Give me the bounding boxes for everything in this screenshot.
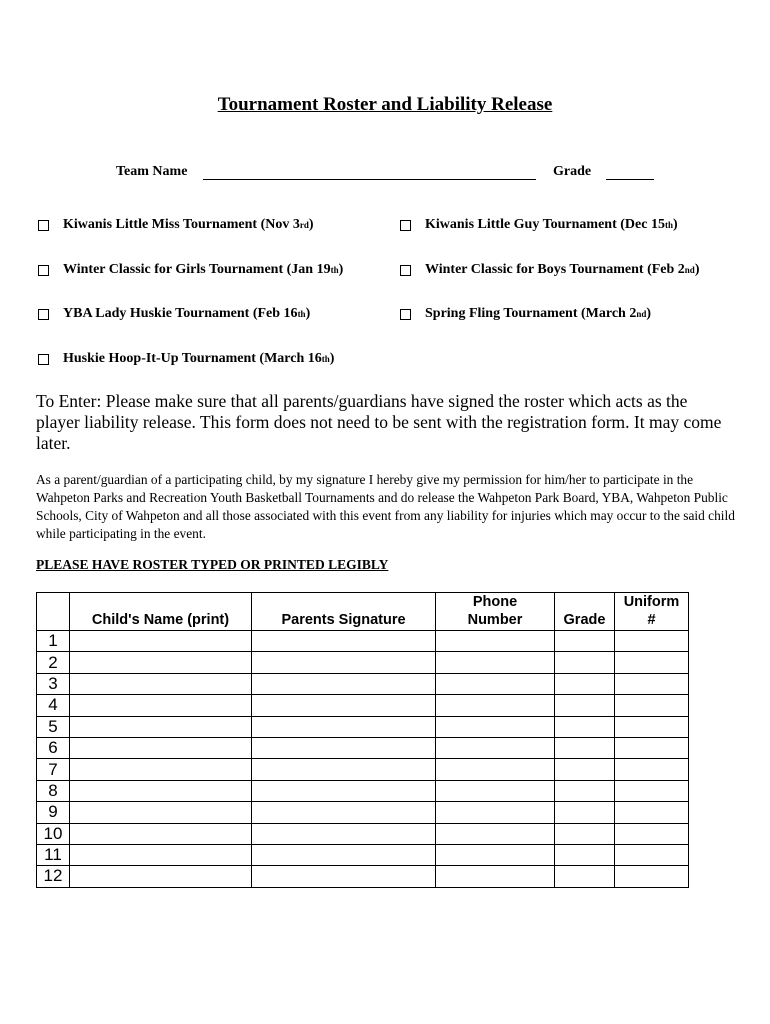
child-name-header: Child's Name (print) bbox=[70, 593, 252, 631]
parents-signature-cell[interactable] bbox=[252, 866, 436, 887]
checkbox-icon[interactable] bbox=[38, 354, 49, 365]
uniform-header: Uniform # bbox=[615, 593, 689, 631]
uniform-cell[interactable] bbox=[615, 844, 689, 865]
checkbox-icon[interactable] bbox=[400, 220, 411, 231]
tournament-option[interactable]: YBA Lady Huskie Tournament (Feb 16 th ) bbox=[38, 306, 310, 322]
phone-number-cell[interactable] bbox=[436, 737, 555, 758]
parents-signature-cell[interactable] bbox=[252, 631, 436, 652]
row-number: 3 bbox=[37, 673, 70, 694]
tournament-label: YBA Lady Huskie Tournament (Feb 16 bbox=[63, 306, 298, 321]
tournament-option[interactable]: Huskie Hoop-It-Up Tournament (March 16 th ) bbox=[38, 351, 334, 367]
child-name-cell[interactable] bbox=[70, 631, 252, 652]
uniform-cell[interactable] bbox=[615, 652, 689, 673]
grade-header: Grade bbox=[555, 593, 615, 631]
uniform-cell[interactable] bbox=[615, 780, 689, 801]
tournament-option[interactable]: Kiwanis Little Guy Tournament (Dec 15 th ) bbox=[400, 217, 678, 233]
child-name-cell[interactable] bbox=[70, 716, 252, 737]
table-row bbox=[37, 631, 689, 652]
grade-label: Grade bbox=[553, 164, 592, 179]
table-row bbox=[37, 716, 689, 737]
roster-legibility-notice: PLEASE HAVE ROSTER TYPED OR PRINTED LEGIBLY bbox=[36, 557, 389, 572]
grade-cell[interactable] bbox=[555, 759, 615, 780]
uniform-cell[interactable] bbox=[615, 823, 689, 844]
child-name-cell[interactable] bbox=[70, 823, 252, 844]
tournament-label: Spring Fling Tournament (March 2 bbox=[425, 306, 637, 321]
child-name-cell[interactable] bbox=[70, 759, 252, 780]
phone-number-cell[interactable] bbox=[436, 780, 555, 801]
grade-cell[interactable] bbox=[555, 737, 615, 758]
grade-cell[interactable] bbox=[555, 695, 615, 716]
uniform-cell[interactable] bbox=[615, 631, 689, 652]
tournament-option[interactable]: Winter Classic for Boys Tournament (Feb 2 nd ) bbox=[400, 262, 699, 278]
grade-cell[interactable] bbox=[555, 823, 615, 844]
grade-cell[interactable] bbox=[555, 631, 615, 652]
phone-number-cell[interactable] bbox=[436, 844, 555, 865]
checkbox-icon[interactable] bbox=[38, 220, 49, 231]
table-row bbox=[37, 695, 689, 716]
child-name-cell[interactable] bbox=[70, 737, 252, 758]
parents-signature-cell[interactable] bbox=[252, 823, 436, 844]
checkbox-icon[interactable] bbox=[38, 265, 49, 276]
child-name-cell[interactable] bbox=[70, 695, 252, 716]
row-number: 2 bbox=[37, 652, 70, 673]
phone-number-cell[interactable] bbox=[436, 673, 555, 694]
tournament-label: Huskie Hoop-It-Up Tournament (March 16 bbox=[63, 351, 322, 366]
tournament-label: Winter Classic for Girls Tournament (Jan 19 bbox=[63, 262, 331, 277]
grade-cell[interactable] bbox=[555, 673, 615, 694]
uniform-cell[interactable] bbox=[615, 673, 689, 694]
parents-signature-cell[interactable] bbox=[252, 802, 436, 823]
table-row bbox=[37, 652, 689, 673]
phone-number-cell[interactable] bbox=[436, 759, 555, 780]
table-row bbox=[37, 866, 689, 887]
parents-signature-cell[interactable] bbox=[252, 673, 436, 694]
liability-release-text: As a parent/guardian of a participating child, by my signature I hereby give my permission for him/her to participate in the Wahpeton Parks and Recreation Youth Basketball Tournaments and do release the Wahpeton Park Board, YBA, Wahpeton Public Schools, City of Wahpeton and all those associated with this event from any liability for injuries which may occur to the said child while participating in the event. bbox=[36, 472, 735, 541]
tournament-label: Kiwanis Little Guy Tournament (Dec 15 bbox=[425, 217, 665, 232]
uniform-cell[interactable] bbox=[615, 802, 689, 823]
grade-cell[interactable] bbox=[555, 780, 615, 801]
row-number: 11 bbox=[37, 844, 70, 865]
page-title: Tournament Roster and Liability Release bbox=[217, 94, 553, 115]
table-row bbox=[37, 673, 689, 694]
phone-number-header: Phone Number bbox=[436, 593, 555, 631]
phone-number-cell[interactable] bbox=[436, 652, 555, 673]
tournament-option[interactable]: Spring Fling Tournament (March 2 nd ) bbox=[400, 306, 651, 322]
phone-number-cell[interactable] bbox=[436, 695, 555, 716]
phone-number-cell[interactable] bbox=[436, 866, 555, 887]
row-number: 10 bbox=[37, 823, 70, 844]
table-row bbox=[37, 823, 689, 844]
to-enter-instructions: To Enter: Please make sure that all parents/guardians have signed the roster which acts as the player liability release. This form does not need to be sent with the registration form. It may come later. bbox=[36, 391, 722, 453]
grade-cell[interactable] bbox=[555, 844, 615, 865]
parents-signature-cell[interactable] bbox=[252, 737, 436, 758]
child-name-cell[interactable] bbox=[70, 866, 252, 887]
uniform-cell[interactable] bbox=[615, 866, 689, 887]
tournament-label: Kiwanis Little Miss Tournament (Nov 3 bbox=[63, 217, 300, 232]
uniform-cell[interactable] bbox=[615, 737, 689, 758]
parents-signature-cell[interactable] bbox=[252, 652, 436, 673]
roster-table bbox=[36, 592, 689, 888]
tournament-label: Winter Classic for Boys Tournament (Feb 2 bbox=[425, 262, 685, 277]
row-number: 6 bbox=[37, 737, 70, 758]
row-number: 9 bbox=[37, 802, 70, 823]
parents-signature-header: Parents Signature bbox=[252, 593, 436, 631]
parents-signature-cell[interactable] bbox=[252, 716, 436, 737]
checkbox-icon[interactable] bbox=[38, 309, 49, 320]
child-name-cell[interactable] bbox=[70, 652, 252, 673]
checkbox-icon[interactable] bbox=[400, 265, 411, 276]
phone-number-cell[interactable] bbox=[436, 631, 555, 652]
row-number: 12 bbox=[37, 866, 70, 887]
grade-cell[interactable] bbox=[555, 652, 615, 673]
phone-number-cell[interactable] bbox=[436, 802, 555, 823]
grade-cell[interactable] bbox=[555, 866, 615, 887]
row-number: 5 bbox=[37, 716, 70, 737]
checkbox-icon[interactable] bbox=[400, 309, 411, 320]
child-name-cell[interactable] bbox=[70, 780, 252, 801]
row-number: 7 bbox=[37, 759, 70, 780]
phone-number-cell[interactable] bbox=[436, 716, 555, 737]
uniform-cell[interactable] bbox=[615, 695, 689, 716]
grade-cell[interactable] bbox=[555, 716, 615, 737]
child-name-cell[interactable] bbox=[70, 802, 252, 823]
child-name-cell[interactable] bbox=[70, 844, 252, 865]
team-name-field[interactable] bbox=[203, 179, 536, 180]
tournament-option[interactable]: Winter Classic for Girls Tournament (Jan 19 th ) bbox=[38, 262, 343, 278]
table-row bbox=[37, 844, 689, 865]
table-row bbox=[37, 780, 689, 801]
phone-number-cell[interactable] bbox=[436, 823, 555, 844]
grade-cell[interactable] bbox=[555, 802, 615, 823]
parents-signature-cell[interactable] bbox=[252, 759, 436, 780]
row-number: 1 bbox=[37, 631, 70, 652]
table-row bbox=[37, 737, 689, 758]
uniform-cell[interactable] bbox=[615, 716, 689, 737]
grade-field[interactable] bbox=[606, 179, 654, 180]
row-number: 8 bbox=[37, 780, 70, 801]
uniform-cell[interactable] bbox=[615, 759, 689, 780]
parents-signature-cell[interactable] bbox=[252, 695, 436, 716]
child-name-cell[interactable] bbox=[70, 673, 252, 694]
team-name-label: Team Name bbox=[116, 164, 188, 179]
row-number: 4 bbox=[37, 695, 70, 716]
row-number-header bbox=[37, 593, 70, 631]
parents-signature-cell[interactable] bbox=[252, 780, 436, 801]
table-row bbox=[37, 802, 689, 823]
parents-signature-cell[interactable] bbox=[252, 844, 436, 865]
tournament-option[interactable]: Kiwanis Little Miss Tournament (Nov 3 rd ) bbox=[38, 217, 314, 233]
table-row bbox=[37, 759, 689, 780]
roster-header-row bbox=[37, 593, 689, 631]
